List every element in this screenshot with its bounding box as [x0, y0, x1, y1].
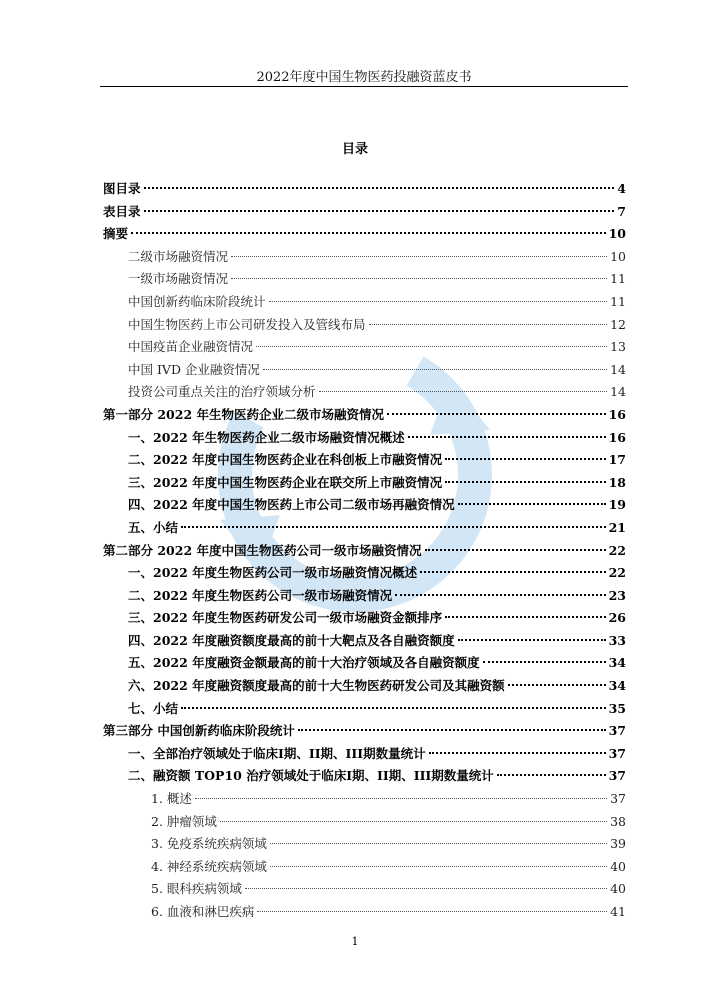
- toc-entry[interactable]: [103, 472, 626, 495]
- toc-dot-leader: [263, 369, 607, 370]
- toc-entry-page: 19: [608, 497, 626, 513]
- toc-entry[interactable]: [103, 291, 626, 314]
- toc-entry[interactable]: [103, 765, 626, 788]
- toc-entry-page: 33: [608, 632, 626, 648]
- toc-entry-label: 3. 免疫系统疾病领域: [151, 836, 267, 852]
- toc-dot-leader: [220, 821, 607, 822]
- toc-entry-page: 38: [610, 813, 626, 829]
- toc-entry-page: 14: [610, 384, 626, 400]
- toc-entry-label: 投资公司重点关注的治疗领域分析: [128, 384, 316, 400]
- toc-dot-leader: [319, 391, 608, 392]
- toc-dot-leader: [231, 278, 607, 279]
- toc-entry-page: 16: [608, 429, 626, 445]
- toc-dot-leader: [420, 571, 605, 573]
- toc-entry[interactable]: [103, 201, 626, 224]
- toc-entry-label: 二级市场融资情况: [128, 248, 229, 264]
- toc-entry-label: 一级市场融资情况: [128, 271, 229, 287]
- toc-entry-page: 11: [610, 271, 626, 287]
- toc-title: 目录: [341, 142, 368, 157]
- toc-dot-leader: [445, 458, 605, 460]
- toc-dot-leader: [144, 210, 615, 212]
- toc-entry-label: 二、融资额 TOP10 治疗领域处于临床I期、II期、III期数量统计: [128, 768, 494, 784]
- toc-entry-label: 2. 肿瘤领域: [151, 813, 217, 829]
- toc-entry-page: 34: [608, 678, 626, 694]
- toc-entry[interactable]: [103, 381, 626, 404]
- toc-entry[interactable]: [103, 223, 626, 246]
- toc-entry-label: 一、全部治疗领域处于临床I期、II期、III期数量统计: [128, 745, 426, 761]
- toc-entry-label: 第三部分 中国创新药临床阶段统计: [103, 723, 295, 739]
- toc-entry-label: 6. 血液和淋巴疾病: [151, 904, 255, 919]
- toc-entry[interactable]: [103, 314, 626, 337]
- toc-entry[interactable]: [103, 246, 626, 269]
- toc-entry-page: 7: [617, 203, 626, 219]
- toc-entry-page: 41: [610, 904, 626, 919]
- toc-dot-leader: [270, 866, 607, 867]
- toc-entry[interactable]: [103, 494, 626, 517]
- toc-entry-label: 六、2022 年度融资额度最高的前十大生物医药研发公司及其融资额: [128, 678, 505, 694]
- toc-dot-leader: [298, 729, 606, 731]
- toc-entry-label: 1. 概述: [151, 791, 192, 807]
- toc-entry-page: 17: [608, 452, 626, 468]
- toc-entry[interactable]: [103, 336, 626, 359]
- toc-entry-label: 5. 眼科疾病领域: [151, 881, 242, 897]
- toc-entry[interactable]: [103, 833, 626, 856]
- toc-dot-leader: [181, 707, 606, 709]
- page-number: 1: [351, 935, 359, 948]
- toc-entry[interactable]: [103, 517, 626, 540]
- toc-dot-leader: [257, 911, 607, 912]
- toc-entry-page: 37: [610, 791, 626, 807]
- toc-dot-leader: [231, 256, 607, 257]
- toc-entry-page: 10: [608, 226, 626, 242]
- toc-entry-page: 35: [608, 700, 626, 716]
- toc-entry[interactable]: [103, 698, 626, 721]
- toc-entry[interactable]: [103, 720, 626, 743]
- toc-entry[interactable]: [103, 743, 626, 766]
- toc-entry-label: 三、2022 年度中国生物医药企业在联交所上市融资情况: [128, 474, 443, 490]
- toc-entry-page: 37: [608, 723, 626, 739]
- running-header: 2022年度中国生物医药投融资蓝皮书: [256, 70, 472, 85]
- toc-dot-leader: [195, 798, 607, 799]
- toc-dot-leader: [387, 413, 606, 415]
- toc-entry[interactable]: [103, 788, 626, 811]
- toc-dot-leader: [483, 661, 606, 663]
- toc-entry-label: 五、2022 年度融资金额最高的前十大治疗领域及各自融资额度: [128, 655, 480, 671]
- toc-entry[interactable]: [103, 652, 626, 675]
- toc-entry[interactable]: [103, 630, 626, 653]
- toc-entry[interactable]: [103, 449, 626, 472]
- toc-entry[interactable]: [103, 404, 626, 427]
- toc-dot-leader: [256, 346, 607, 347]
- toc-entry[interactable]: [103, 675, 626, 698]
- toc-entry-page: 14: [610, 361, 626, 377]
- toc-entry-label: 4. 神经系统疾病领域: [151, 858, 267, 874]
- toc-entry-page: 16: [608, 406, 626, 422]
- toc-entry-page: 22: [608, 565, 626, 581]
- toc-entry-label: 中国生物医药上市公司研发投入及管线布局: [128, 316, 366, 332]
- toc-dot-leader: [408, 436, 606, 438]
- toc-entry-page: 11: [610, 293, 626, 309]
- toc-dot-leader: [497, 774, 606, 776]
- toc-dot-leader: [131, 232, 606, 234]
- toc-entry-label: 二、2022 年度生物医药公司一级市场融资情况: [128, 587, 393, 603]
- toc-dot-leader: [181, 526, 606, 528]
- toc-entry-label: 二、2022 年度中国生物医药企业在科创板上市融资情况: [128, 452, 443, 468]
- toc-entry-page: 37: [608, 768, 626, 784]
- toc-entry[interactable]: [103, 878, 626, 901]
- header-rule: [100, 86, 628, 87]
- toc-entry-label: 图目录: [103, 181, 141, 196]
- toc-entry-page: 12: [610, 316, 626, 332]
- table-of-contents: [103, 178, 626, 924]
- toc-entry[interactable]: [103, 811, 626, 834]
- toc-entry-label: 中国 IVD 企业融资情况: [128, 361, 260, 377]
- toc-dot-leader: [369, 324, 608, 325]
- toc-entry[interactable]: [103, 268, 626, 291]
- toc-entry[interactable]: [103, 856, 626, 879]
- toc-dot-leader: [270, 843, 607, 844]
- toc-dot-leader: [458, 639, 606, 641]
- toc-entry-label: 中国创新药临床阶段统计: [128, 293, 266, 309]
- toc-entry[interactable]: [103, 901, 626, 924]
- toc-entry[interactable]: [103, 562, 626, 585]
- toc-entry[interactable]: [103, 359, 626, 382]
- toc-entry-page: 40: [610, 881, 626, 897]
- toc-dot-leader: [425, 549, 606, 551]
- toc-entry-page: 10: [610, 248, 626, 264]
- toc-entry-label: 四、2022 年度中国生物医药上市公司二级市场再融资情况: [128, 497, 455, 513]
- toc-dot-leader: [445, 481, 605, 483]
- toc-entry-label: 五、小结: [128, 519, 179, 535]
- toc-entry-page: 26: [608, 610, 626, 626]
- toc-entry-label: 表目录: [103, 203, 141, 219]
- toc-entry-page: 22: [608, 542, 626, 558]
- toc-dot-leader: [445, 616, 605, 618]
- toc-entry-label: 一、2022 年生物医药企业二级市场融资情况概述: [128, 429, 405, 445]
- toc-entry-label: 第二部分 2022 年度中国生物医药公司一级市场融资情况: [103, 542, 422, 558]
- toc-entry-label: 四、2022 年度融资额度最高的前十大靶点及各自融资额度: [128, 632, 455, 648]
- toc-entry-label: 第一部分 2022 年生物医药企业二级市场融资情况: [103, 406, 384, 422]
- toc-dot-leader: [508, 684, 606, 686]
- toc-entry-page: 39: [610, 836, 626, 852]
- toc-entry-page: 4: [617, 181, 626, 196]
- toc-entry[interactable]: [103, 178, 626, 201]
- toc-dot-leader: [458, 503, 606, 505]
- toc-entry[interactable]: [103, 607, 626, 630]
- toc-dot-leader: [245, 888, 607, 889]
- toc-entry-page: 13: [610, 339, 626, 355]
- toc-entry[interactable]: [103, 427, 626, 450]
- toc-entry-label: 三、2022 年度生物医药研发公司一级市场融资金额排序: [128, 610, 443, 626]
- toc-dot-leader: [395, 594, 605, 596]
- toc-dot-leader: [269, 301, 608, 302]
- toc-entry[interactable]: [103, 585, 626, 608]
- toc-entry-page: 40: [610, 858, 626, 874]
- toc-entry-page: 18: [608, 474, 626, 490]
- toc-entry[interactable]: [103, 540, 626, 563]
- toc-dot-leader: [144, 187, 615, 189]
- toc-entry-page: 23: [608, 587, 626, 603]
- toc-entry-label: 中国疫苗企业融资情况: [128, 339, 254, 355]
- toc-entry-page: 34: [608, 655, 626, 671]
- toc-entry-label: 摘要: [103, 226, 129, 242]
- toc-entry-page: 21: [608, 519, 626, 535]
- toc-entry-page: 37: [608, 745, 626, 761]
- toc-entry-label: 七、小结: [128, 700, 179, 716]
- toc-entry-label: 一、2022 年度生物医药公司一级市场融资情况概述: [128, 565, 418, 581]
- toc-dot-leader: [429, 752, 606, 754]
